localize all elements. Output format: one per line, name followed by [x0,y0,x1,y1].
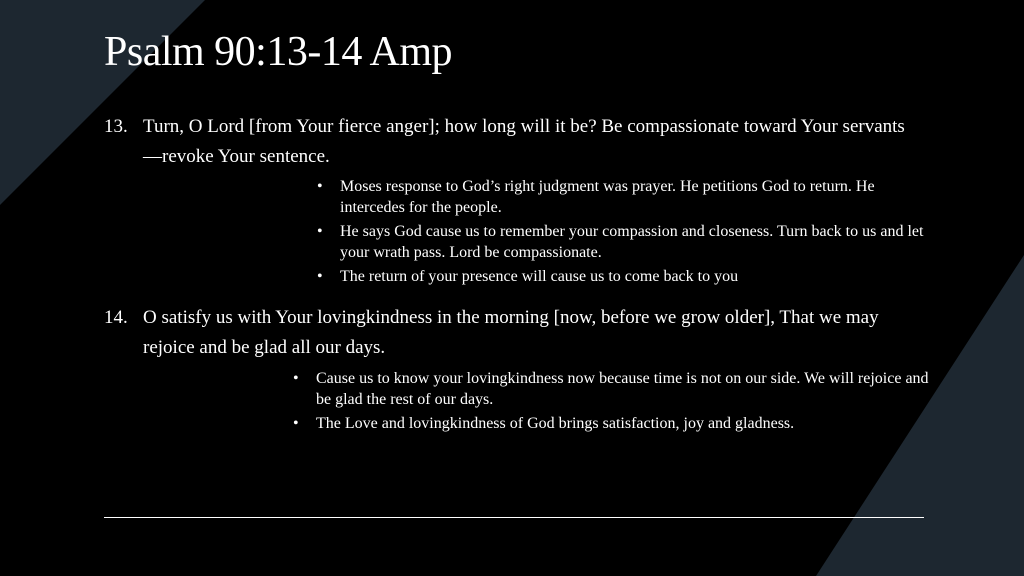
bullet-icon: • [317,178,323,195]
verse-text: Turn, O Lord [from Your fierce anger]; how long will it be? Be compassionate toward Your servants—revoke Your sentence. [143,116,905,167]
bullet-icon: • [317,223,323,240]
list-item [291,368,931,410]
list-item [291,413,931,434]
footer-divider [104,517,924,518]
list-item [315,266,925,287]
bullet-text: He says God cause us to remember your compassion and closeness. Turn back to us and let your wrath pass. Lord be compassionate. [340,223,924,261]
verse-13 [104,112,923,172]
verse-text: O satisfy us with Your lovingkindness in the morning [now, before we grow older], That we may rejoice and be glad all our days. [143,307,879,358]
verse-number: 13. [104,116,128,137]
bullet-text: Moses response to God’s right judgment was prayer. He petitions God to return. He intercedes for the people. [340,178,875,216]
bullet-text: The Love and lovingkindness of God brings satisfaction, joy and gladness. [316,415,795,432]
verse-14 [104,303,923,363]
slide-title: Psalm 90:13-14 Amp [104,29,453,75]
verse-13-commentary-list [315,176,925,290]
list-item [315,176,925,218]
list-item [315,221,925,263]
bullet-icon: • [317,268,323,285]
bullet-icon: • [293,370,299,387]
verse-14-commentary-list [291,368,931,437]
bullet-text: Cause us to know your lovingkindness now because time is not on our side. We will rejoice and be glad the rest of our days. [316,370,929,408]
bullet-icon: • [293,415,299,432]
bullet-text: The return of your presence will cause us to come back to you [340,268,739,285]
verse-number: 14. [104,307,128,328]
